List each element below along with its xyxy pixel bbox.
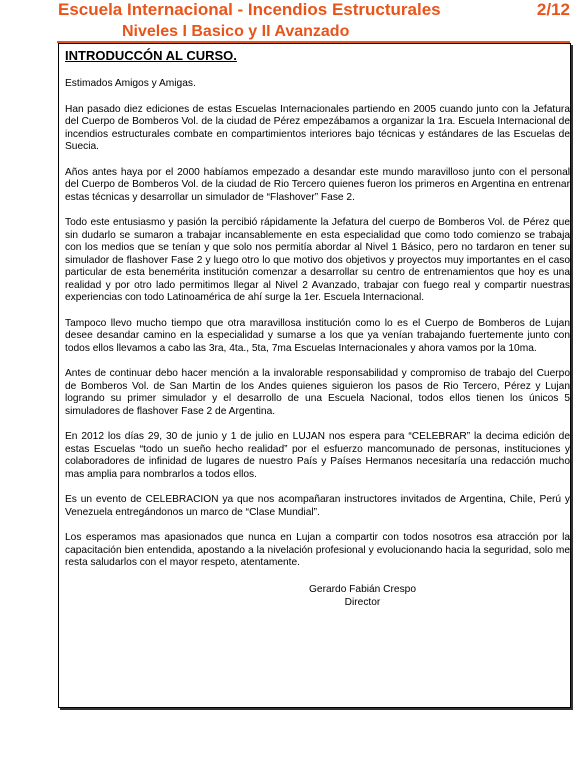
signature-role: Director — [344, 596, 381, 608]
page-header — [58, 0, 578, 20]
document-heading: INTRODUCCÓN AL CURSO. — [65, 48, 237, 63]
paragraph: Antes de continuar debo hacer mención a la invalorable responsabilidad y compromiso de trabajo del Cuerpo de Bomberos Vol. de San Martin de los Andes quienes siguieron los pasos de Rio Tercero, Pérez y Lujan logrando su primer simulador y el desarrollo de una Escuela Nacional, todos ellos tienen los únicos 5 simuladores de flashover Fase 2 de Argentina. — [65, 368, 570, 417]
header-title: Escuela Internacional - Incendios Estructurales — [58, 0, 441, 19]
page-number: 2/12 — [536, 0, 570, 19]
paragraph: Años antes haya por el 2000 habíamos empezado a desandar este mundo maravilloso junto con el personal del Cuerpo de Bomberos Vol. de la ciudad de Rio Tercero quienes fueron los primeros en Argentina en entrenar estas técnicas y desarrollar un simulador de “Flashover” Fase 2. — [65, 166, 570, 203]
paragraph: Los esperamos mas apasionados que nunca en Lujan a compartir con todos nosotros esa atracción por la capacitación bien entendida, apostando a la nivelación profesional y evolucionando hacia la seguridad, solo me resta saludarlos con el mayor respeto, atentamente. — [65, 532, 570, 568]
header-subtitle: Niveles I Basico y II Avanzado — [122, 23, 350, 40]
paragraph: Es un evento de CELEBRACION ya que nos acompañaran instructores invitados de Argentina, Chile, Perú y Venezuela entregándonos un marco de “Clase Mundial”. — [65, 494, 570, 518]
signature-block — [65, 583, 570, 609]
paragraph: Tampoco llevo mucho tiempo que otra maravillosa institución como lo es el Cuerpo de Bomberos de Lujan desee desandar camino en la especialidad y sumarse a los que ya venían trabajando fuertemente junto con todos ellos llevamos a cabo las 3ra, 4ta., 5ta, 7ma Escuelas Internacionales y ahora vamos por la 10ma. — [65, 317, 570, 354]
paragraph-greeting: Estimados Amigos y Amigas. — [65, 78, 196, 89]
paragraph: Todo este entusiasmo y pasión la percibió rápidamente la Jefatura del cuerpo de Bomberos Vol. de Pérez que sin dudarlo se sumaron a trabajar incansablemente en esta especialidad que como todo comienzo se trabaja con los medios que se tenían y que solo nos permitía abordar al Nivel 1 Básico, pero no tardaron en tener su simulador de flashover Fase 2 y luego otro lo que motivo dos objetivos y proyectos muy importantes en el caso particular de esta benemérita institución comenzar a desarrollar su centro de entrenamientos que hoy es una realidad y por otro lado permitimos llegar al Nivel 2 Avanzado, trabajar con fuego real y compartir nuestras experiencias con todo Latinoamérica de ahí surge la 1er. Escuela Internacional. — [65, 217, 570, 303]
paragraph: Han pasado diez ediciones de estas Escuelas Internacionales partiendo en 2005 cuando junto con la Jefatura del Cuerpo de Bomberos Vol. de la ciudad de Pérez empezábamos a organizar la 1ra. Escuela Internacional de incendios estructurales combate en compartimientos interiores bajo técnicas y estándares de las Escuelas de Suecia. — [65, 103, 570, 152]
signature-name: Gerardo Fabián Crespo — [308, 583, 417, 595]
paragraph: En 2012 los días 29, 30 de junio y 1 de julio en LUJAN nos espera para “CELEBRAR” la decima edición de estas Escuelas “todo un sueño hecho realidad” por el esfuerzo mancomunado de personas, instituciones y colaboradores de infinidad de lugares de nuestro País y Países Hermanos necesitaría una redacción mucho mas amplia para nombrarlos a todos ellos. — [65, 431, 570, 480]
document-body — [65, 48, 570, 609]
